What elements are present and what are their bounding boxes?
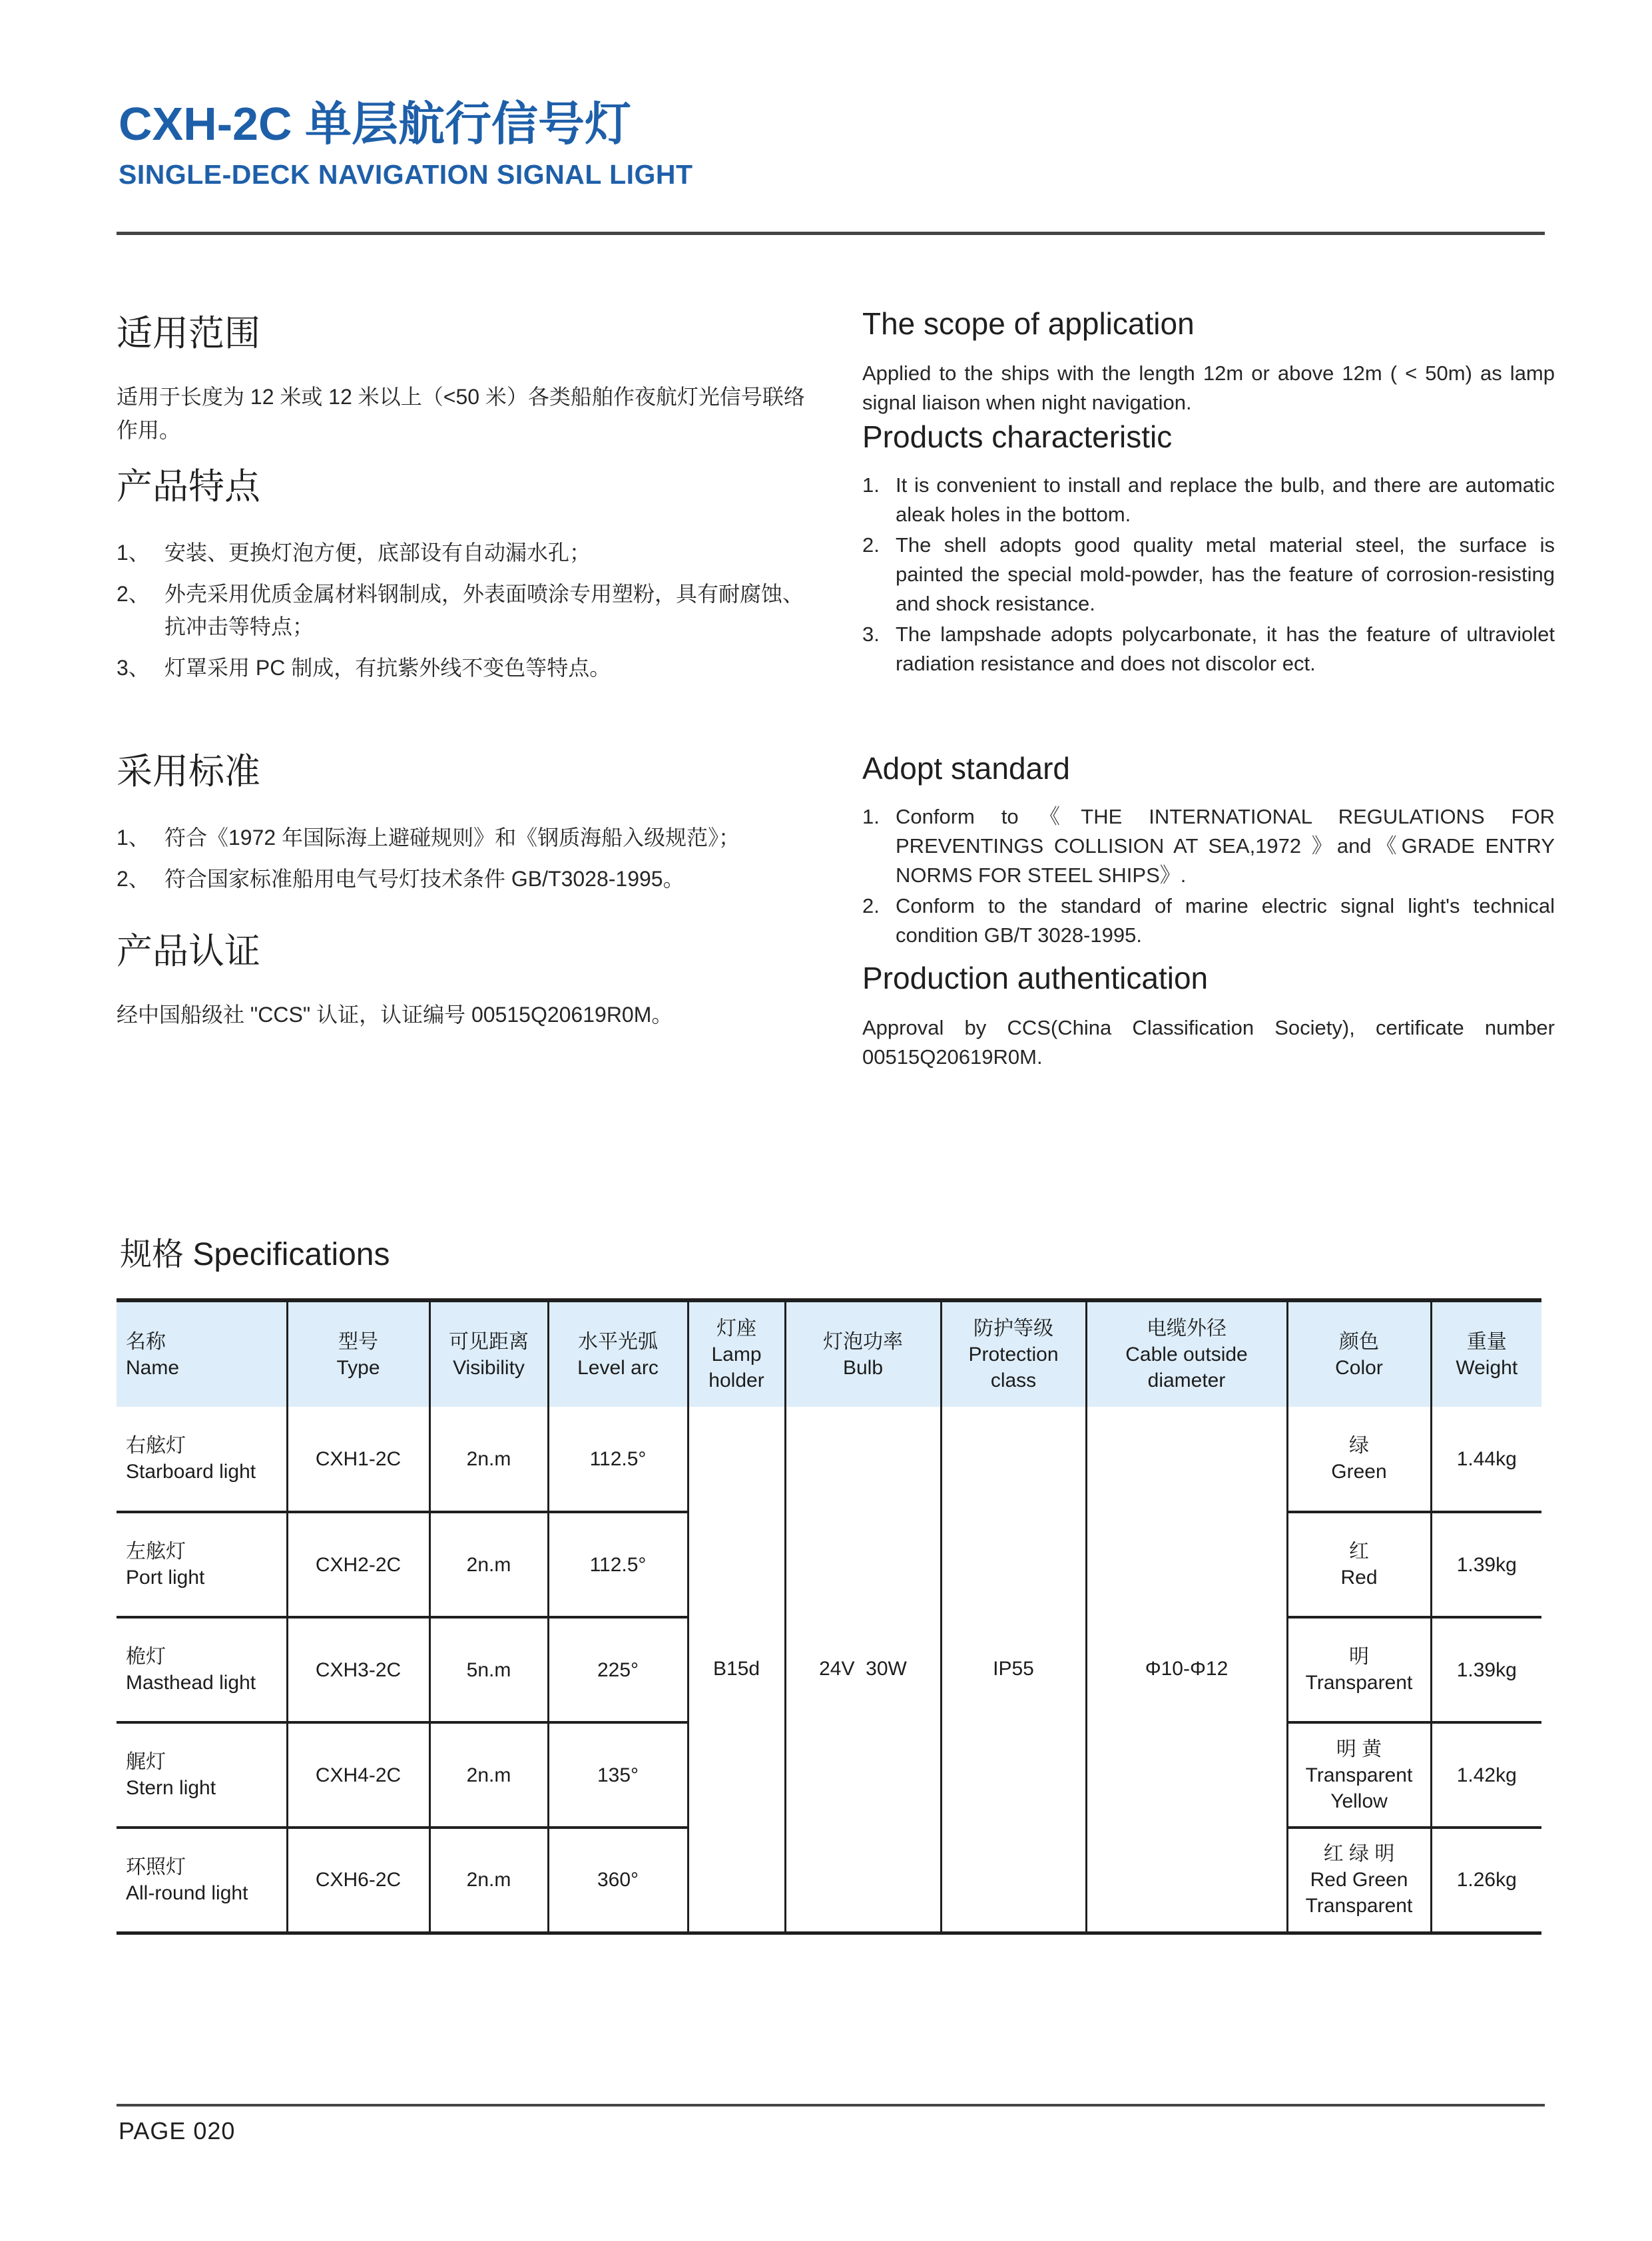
cell-visibility: 2n.m [429,1828,548,1933]
section-auth-en [862,961,1555,1072]
item-text: Conform to《THE INTERNATIONAL REGULATIONS FOR PREVENTINGS COLLISION AT SEA,1972 》and《GRADE ENTRY NORMS FOR STEEL SHIPS》. [896,804,1555,887]
cell-color: 红 Red [1287,1512,1431,1617]
item-text: The shell adopts good quality metal material steel, the surface is painted the special mold-powder, has the feature of corrosion-resisting and shock resistance. [896,533,1555,615]
col-header-lamp-holder: 灯座 Lamp holder [688,1300,785,1407]
section-features-zh [117,466,819,692]
col-header-visibility: 可见距离 Visibility [429,1300,548,1407]
list-item [117,652,819,685]
section-standard-en [862,751,1555,951]
col-header-color: 颜色 Color [1287,1300,1431,1407]
cell-name: 左舷灯 Port light [117,1512,287,1617]
item-text: 安装、更换灯泡方便，底部设有自动漏水孔； [164,541,591,565]
cell-visibility: 5n.m [429,1617,548,1722]
specifications-table [117,1298,1541,1935]
cell-name: 环照灯 All-round light [126,1856,248,1904]
list-item [862,471,1555,529]
item-number: 3、 [117,655,150,680]
standard-zh-heading: 采用标准 [117,752,260,792]
section-scope-zh [117,313,819,447]
doc-header [119,100,1543,190]
page-title-en: SINGLE-DECK NAVIGATION SIGNAL LIGHT [119,158,693,190]
col-header-name: 名称 Name [117,1300,287,1407]
features-zh-list [117,537,819,684]
cell-color: 红 绿 明 Red Green Transparent [1287,1828,1431,1933]
col-header-cable: 电缆外径 Cable outside diameter [1086,1300,1287,1407]
table-row [117,1407,1541,1512]
item-text: It is convenient to install and replace the bulb, and there are automatic aleak holes in the bottom. [896,473,1555,526]
item-number: 2、 [117,581,150,606]
standard-zh-list [117,822,819,895]
scope-zh-body: 适用于长度为 12 米或 12 米以上（<50 米）各类船舶作夜航灯光信号联络作用。 [117,385,805,442]
standard-en-list [862,802,1555,950]
list-item [117,863,819,896]
cell-color: 明 Transparent [1287,1617,1431,1722]
cell-weight: 1.39kg [1431,1617,1541,1722]
item-number: 2、 [117,866,150,891]
auth-zh-body: 经中国船级社 "CCS" 认证，认证编号 00515Q20619R0M。 [117,1003,673,1027]
list-item [862,531,1555,619]
cell-bulb-merged: 24V 30W [785,1407,941,1933]
col-header-weight: 重量 Weight [1431,1300,1541,1407]
cell-weight: 1.44kg [1431,1407,1541,1512]
item-number: 1. [862,804,880,828]
cell-type: CXH6-2C [287,1828,429,1933]
scope-en-heading: The scope of application [862,306,1195,341]
features-en-list [862,471,1555,678]
features-zh-heading: 产品特点 [117,467,260,507]
item-number: 1、 [117,541,150,565]
page-title-zh: CXH-2C 单层航行信号灯 [119,98,632,150]
cell-type: CXH1-2C [287,1407,429,1512]
item-text: 符合国家标准船用电气号灯技术条件 GB/T3028-1995。 [164,866,685,891]
spec-header-row [117,1300,1541,1407]
cell-visibility: 2n.m [429,1512,548,1617]
standard-en-heading: Adopt standard [862,751,1071,786]
page-number: PAGE 020 [119,2117,236,2144]
item-text: Conform to the standard of marine electric signal light's technical condition GB/T 3028-1995. [896,893,1555,947]
cell-visibility: 2n.m [429,1407,548,1512]
item-text: 灯罩采用 PC 制成，有抗紫外线不变色等特点。 [164,655,611,680]
cell-name: 桅灯 Masthead light [117,1617,287,1722]
cell-level-arc: 112.5° [548,1407,688,1512]
cell-name: 艉灯 Stern light [117,1722,287,1828]
col-header-level-arc: 水平光弧 Level arc [548,1300,688,1407]
cell-lamp-holder-merged: B15d [688,1407,785,1933]
cell-color: 明 黄 Transparent Yellow [1287,1722,1431,1828]
cell-level-arc: 135° [548,1722,688,1828]
list-item [862,620,1555,678]
auth-en-body: Approval by CCS(China Classification Society), certificate number 00515Q20619R0M. [862,1015,1555,1069]
cell-type: CXH3-2C [287,1617,429,1722]
item-number: 1、 [117,826,150,850]
section-scope-en [862,306,1555,417]
cell-protection-merged: IP55 [941,1407,1086,1933]
cell-weight: 1.39kg [1431,1512,1541,1617]
list-item [117,822,819,855]
scope-en-body: Applied to the ships with the length 12m or above 12m ( < 50m) as lamp signal liaison when night navigation. [862,361,1555,414]
scope-zh-heading: 适用范围 [117,314,260,354]
item-number: 2. [862,533,880,557]
cell-name: 右舷灯 Starboard light [117,1407,287,1512]
item-text: The lampshade adopts polycarbonate, it has the feature of ultraviolet radiation resistance and does not discolor ect. [896,622,1555,675]
list-item [117,578,819,644]
cell-level-arc: 225° [548,1617,688,1722]
cell-level-arc: 112.5° [548,1512,688,1617]
footer-rule [117,2104,1545,2107]
item-text: 外壳采用优质金属材料钢制成，外表面喷涂专用塑粉，具有耐腐蚀、抗冲击等特点； [164,581,804,639]
list-item [862,891,1555,950]
list-item [862,802,1555,890]
cell-weight: 1.42kg [1431,1722,1541,1828]
cell-type: CXH4-2C [287,1722,429,1828]
auth-zh-heading: 产品认证 [117,931,260,971]
item-text: 符合《1972 年国际海上避碰规则》和《钢质海船入级规范》； [164,826,740,850]
cell-cable-merged: Φ10-Φ12 [1086,1407,1287,1933]
cell-weight: 1.26kg [1431,1828,1541,1933]
item-number: 1. [862,473,880,497]
col-header-protection: 防护等级 Protection class [941,1300,1086,1407]
auth-en-heading: Production authentication [862,961,1209,995]
cell-type: CXH2-2C [287,1512,429,1617]
section-auth-zh [117,931,819,1032]
cell-level-arc: 360° [548,1828,688,1933]
col-header-bulb: 灯泡功率 Bulb [785,1300,941,1407]
item-number: 3. [862,622,880,646]
col-header-type: 型号 Type [287,1300,429,1407]
cell-visibility: 2n.m [429,1722,548,1828]
features-en-heading: Products characteristic [862,419,1173,454]
list-item [117,537,819,570]
section-features-en [862,419,1555,680]
specs-heading: 规格 Specifications [120,1237,390,1272]
section-standard-zh [117,751,819,903]
header-rule [117,232,1545,235]
item-number: 2. [862,893,880,917]
cell-color: 绿 Green [1287,1407,1431,1512]
